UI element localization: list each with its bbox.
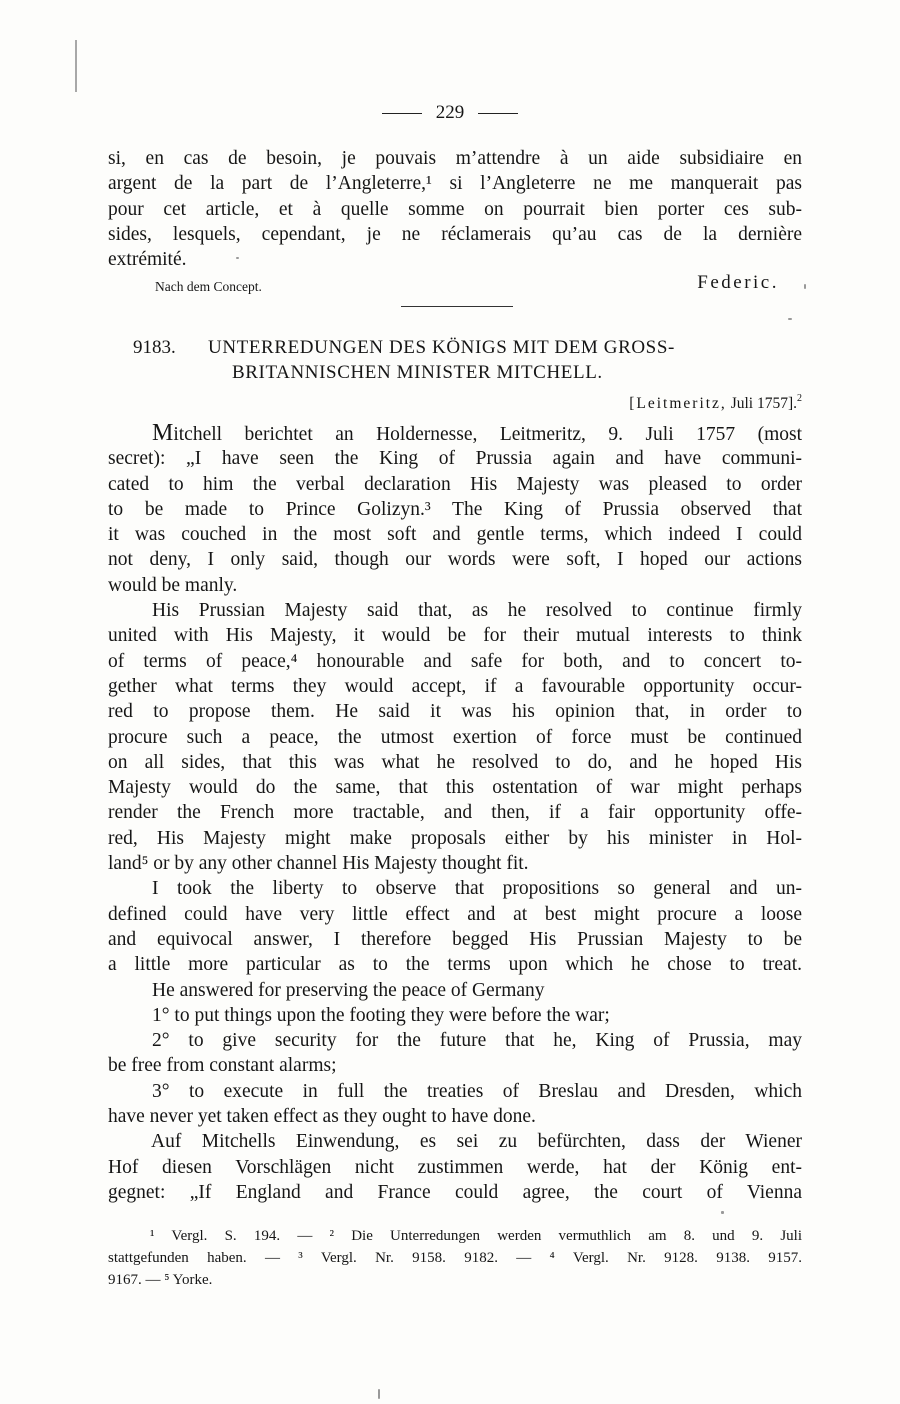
text-line: not deny, I only said, though our words were soft, I hoped our actions (108, 549, 802, 571)
text-line: red, His Majesty might make proposals either by his minister in Hol- (108, 827, 802, 849)
text-line: on all sides, that this was what he resolved to do, and he hoped His (108, 751, 802, 773)
header-rule-left (382, 113, 422, 114)
text-line: defined could have very little effect and at best might procure a loose (108, 903, 802, 925)
text-line: I took the liberty to observe that propositions so general and un- (152, 878, 802, 900)
scan-speck (721, 1211, 724, 1214)
text-line: be free from constant alarms; (108, 1055, 337, 1077)
entry-title-line-2: BRITANNISCHEN MINISTER MITCHELL. (232, 362, 603, 383)
text-line: argent de la part de l’Angleterre,¹ si l’Angleterre ne me manquerait pas (108, 173, 802, 195)
dateline (629, 395, 802, 413)
text-line: Majesty would do the same, that this ostentation of war might perhaps (108, 777, 802, 799)
text-line: procure such a peace, the utmost exertion of force must be continued (108, 726, 802, 748)
text-line: Mitchell berichtet an Holdernesse, Leitmeritz, 9. Juli 1757 (most (152, 420, 802, 446)
body-text (108, 421, 802, 1205)
letter-end-text (108, 146, 802, 272)
text-line: His Prussian Majesty said that, as he resolved to continue firmly (152, 600, 802, 622)
footnote-ref: 2 (797, 393, 802, 404)
text-line: sides, lesquels, cependant, je ne réclamerais qu’au cas de la dernière (108, 223, 802, 245)
section-divider (401, 306, 513, 307)
list-item: 2° to give security for the future that he, King of Prussia, may (152, 1030, 802, 1052)
footnote-line: stattgefunden haben. — ³ Vergl. Nr. 9158. 9182. — ⁴ Vergl. Nr. 9128. 9138. 9157. (108, 1250, 802, 1266)
text-line: to be made to Prince Golizyn.³ The King of Prussia observed that (108, 498, 802, 520)
entry-title-line-1: UNTERREDUNGEN DES KÖNIGS MIT DEM GROSS- (208, 337, 675, 358)
text-line: si, en cas de besoin, je pouvais m’attendre à un aide subsidiaire en (108, 148, 802, 169)
text-line: extrémité. (108, 249, 187, 271)
text-line: and equivocal answer, I therefore begged His Prussian Majesty to be (108, 928, 802, 950)
text-line: cated to him the verbal declaration His Majesty was pleased to order (108, 473, 802, 495)
text-line: pour cet article, et à quelle somme on pourrait bien porter ces sub- (108, 198, 802, 220)
footnote-line: ¹ Vergl. S. 194. — ² Die Unterredungen werden vermuthlich am 8. und 9. Juli (150, 1228, 802, 1244)
list-item: 1° to put things upon the footing they were before the war; (152, 1004, 610, 1026)
scan-speck (788, 318, 792, 320)
list-item: 3° to execute in full the treaties of Breslau and Dresden, which (152, 1080, 802, 1102)
scan-binding-mark (75, 40, 77, 92)
text-line: gether what terms they would accept, if a favourable opportunity occur- (108, 675, 802, 697)
text-line: it was couched in the most soft and gentle terms, which indeed I could (108, 524, 802, 546)
text-line: Auf Mitchells Einwendung, es sei zu befürchten, dass der Wiener (151, 1131, 802, 1153)
source-note: Nach dem Concept. (155, 279, 262, 294)
text-line: secret): „I have seen the King of Prussia again and have communi- (108, 448, 802, 470)
page-number: 229 (435, 102, 465, 123)
text-line: gegnet: „If England and France could agree, the court of Vienna (108, 1181, 802, 1203)
signature: Federic. (697, 272, 779, 293)
text-line: red to propose them. He said it was his opinion that, in order to (108, 701, 802, 723)
source-and-signature (155, 272, 803, 300)
text-line: would be manly. (108, 574, 238, 596)
text-line: have never yet taken effect as they ought to have done. (108, 1106, 536, 1128)
document-number: 9183. (133, 337, 176, 358)
text-line: united with His Majesty, it would be for their mutual interests to think (108, 625, 802, 647)
text-line: render the French more tractable, and then, if a fair opportunity offe- (108, 802, 802, 824)
page-header (0, 100, 900, 126)
dateline-place: [Leitmeritz, (629, 395, 727, 412)
text-line: of terms of peace,⁴ honourable and safe for both, and to concert to- (108, 650, 802, 672)
footnote-line: 9167. — ⁵ Yorke. (108, 1272, 213, 1288)
drop-cap: M (152, 420, 174, 446)
text-line: land⁵ or by any other channel His Majesty thought fit. (108, 853, 529, 875)
text-line: a little more particular as to the terms upon which he chose to treat. (108, 954, 802, 976)
scan-speck (378, 1389, 380, 1399)
header-rule-right (478, 113, 518, 114)
footnotes (108, 1225, 802, 1291)
scan-speck (804, 284, 806, 289)
dateline-date: Juli 1757]. (730, 395, 797, 412)
text-line: He answered for preserving the peace of Germany (152, 979, 545, 1001)
scan-speck (236, 257, 239, 259)
text-line: Hof diesen Vorschlägen nicht zustimmen werde, hat der König ent- (108, 1156, 802, 1178)
